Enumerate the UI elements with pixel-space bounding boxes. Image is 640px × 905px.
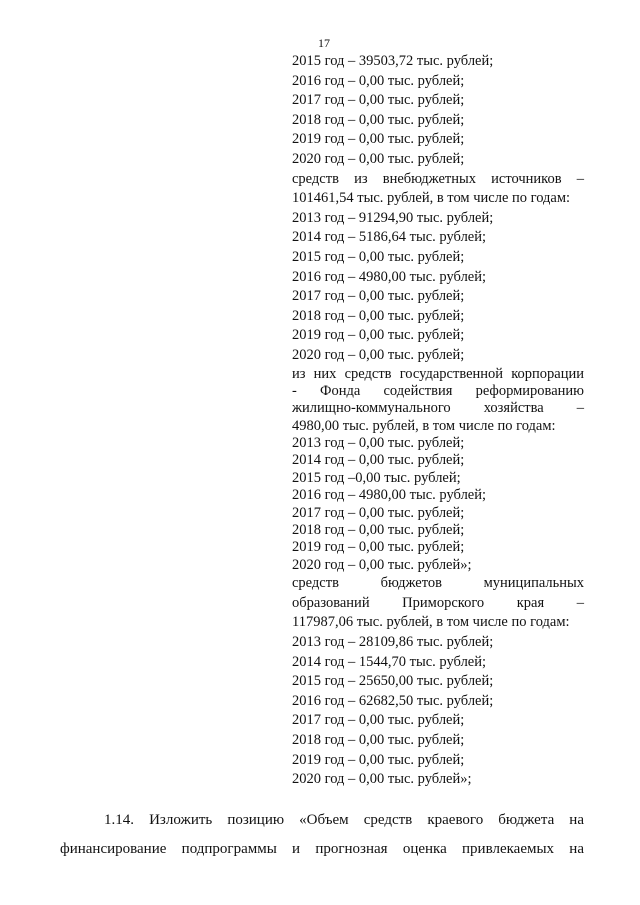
municipal-header: средств бюджетов муниципальных <box>292 575 584 592</box>
list-item: 2017 год – 0,00 тыс. рублей; <box>292 712 465 729</box>
extrabudget-header: средств из внебюджетных источников – <box>292 170 584 187</box>
list-item: 2020 год – 0,00 тыс. рублей»; <box>292 771 472 788</box>
page-number: 17 <box>318 36 330 50</box>
list-item: 2013 год – 0,00 тыс. рублей; <box>292 435 465 452</box>
list-item: 2016 год – 4980,00 тыс. рублей; <box>292 268 487 285</box>
municipal-total: 117987,06 тыс. рублей, в том числе по годам: <box>292 614 570 631</box>
list-item: 2020 год – 0,00 тыс. рублей»; <box>292 556 472 573</box>
extrabudget-total: 101461,54 тыс. рублей, в том числе по годам: <box>292 190 571 207</box>
fund-header: жилищно-коммунального хозяйства – <box>292 400 584 417</box>
paragraph-line: 1.14. Изложить позицию «Объем средств краевого бюджета на <box>104 812 584 828</box>
funding-column <box>292 52 584 790</box>
list-item: 2016 год – 4980,00 тыс. рублей; <box>292 487 487 504</box>
list-item: 2019 год – 0,00 тыс. рублей; <box>292 539 465 556</box>
list-item: 2015 год – 39503,72 тыс. рублей; <box>292 53 494 69</box>
list-item: 2014 год – 1544,70 тыс. рублей; <box>292 653 487 670</box>
list-item: 2014 год – 5186,64 тыс. рублей; <box>292 229 487 246</box>
list-item: 2018 год – 0,00 тыс. рублей; <box>292 731 465 748</box>
list-item: 2019 год – 0,00 тыс. рублей; <box>292 327 465 344</box>
fund-total: 4980,00 тыс. рублей, в том числе по годам: <box>292 417 556 434</box>
list-item: 2014 год – 0,00 тыс. рублей; <box>292 452 465 469</box>
list-item: 2015 год – 25650,00 тыс. рублей; <box>292 673 494 690</box>
list-item: 2016 год – 0,00 тыс. рублей; <box>292 72 465 89</box>
fund-header: - Фонда содействия реформированию <box>292 382 584 399</box>
paragraph-line: финансирование подпрограммы и прогнозная оценка привлекаемых на <box>60 841 584 857</box>
list-item: 2015 год – 0,00 тыс. рублей; <box>292 248 465 265</box>
list-item: 2018 год – 0,00 тыс. рублей; <box>292 111 465 128</box>
list-item: 2020 год – 0,00 тыс. рублей; <box>292 346 465 363</box>
list-item: 2017 год – 0,00 тыс. рублей; <box>292 504 465 521</box>
list-item: 2017 год – 0,00 тыс. рублей; <box>292 288 465 305</box>
list-item: 2017 год – 0,00 тыс. рублей; <box>292 92 465 109</box>
fund-header: из них средств государственной корпорации <box>292 365 584 382</box>
list-item: 2016 год – 62682,50 тыс. рублей; <box>292 692 494 709</box>
municipal-header: образований Приморского края – <box>292 594 584 611</box>
list-item: 2013 год – 91294,90 тыс. рублей; <box>292 209 494 226</box>
fund-section <box>292 366 584 575</box>
list-item: 2020 год – 0,00 тыс. рублей; <box>292 150 465 167</box>
list-item: 2018 год – 0,00 тыс. рублей; <box>292 307 465 324</box>
list-item: 2019 год – 0,00 тыс. рублей; <box>292 131 465 148</box>
municipal-section <box>292 574 584 790</box>
list-item: 2013 год – 28109,86 тыс. рублей; <box>292 633 494 650</box>
list-item: 2018 год – 0,00 тыс. рублей; <box>292 522 465 539</box>
year-list-regional <box>292 52 584 170</box>
extrabudget-section <box>292 170 584 366</box>
list-item: 2019 год – 0,00 тыс. рублей; <box>292 751 465 768</box>
list-item: 2015 год –0,00 тыс. рублей; <box>292 469 461 486</box>
